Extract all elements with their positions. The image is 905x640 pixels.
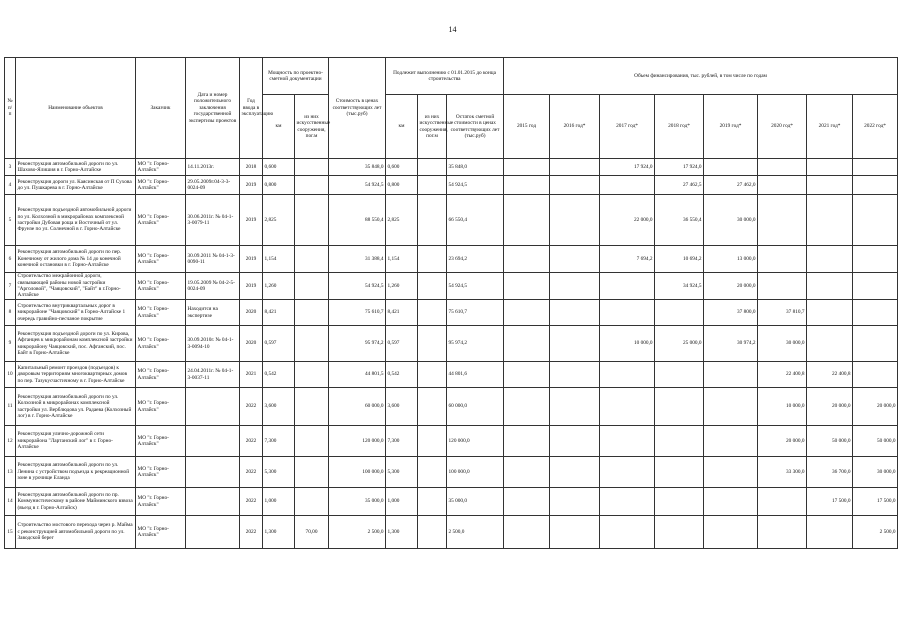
row-customer: МО "г. Горно-Алтайск" xyxy=(136,362,186,388)
row-funding-2020 xyxy=(758,246,807,273)
row-funding-2022 xyxy=(853,273,898,300)
table-row xyxy=(5,388,898,426)
row-km-remaining: 1,300 xyxy=(386,516,418,549)
header-capacity: Мощность по проектно-сметной документации xyxy=(263,58,329,95)
row-funding-2017: 22 000,0 xyxy=(600,195,655,246)
row-artificial xyxy=(295,159,329,176)
row-funding-2022 xyxy=(853,326,898,362)
row-date-number: 30.06.2011г. № 04-1-3-0079-11 xyxy=(186,195,240,246)
row-date-number xyxy=(186,388,240,426)
row-year: 2021 xyxy=(240,362,263,388)
header-artificial-2: из них искусственные сооружения, пог.м xyxy=(418,95,447,159)
row-artificial xyxy=(295,426,329,457)
table-row xyxy=(5,300,898,326)
row-km-remaining: 0,542 xyxy=(386,362,418,388)
row-km: 0,597 xyxy=(263,326,295,362)
row-funding-2017 xyxy=(600,516,655,549)
header-year-2018: 2018 год* xyxy=(655,95,704,159)
row-cost: 35 000,0 xyxy=(329,488,386,516)
row-artificial xyxy=(295,457,329,488)
row-artificial xyxy=(295,488,329,516)
row-funding-2016 xyxy=(550,176,600,195)
row-funding-2017 xyxy=(600,176,655,195)
row-remaining: 60 000,0 xyxy=(447,388,504,426)
row-artificial-remaining xyxy=(418,362,447,388)
row-funding-2017: 17 924,0 xyxy=(600,159,655,176)
row-customer: МО "г. Горно-Алтайск" xyxy=(136,426,186,457)
row-km: 7,300 xyxy=(263,426,295,457)
row-customer: МО "г. Горно-Алтайск" xyxy=(136,326,186,362)
row-funding-2017 xyxy=(600,457,655,488)
row-funding-2021: 36 700,0 xyxy=(807,457,853,488)
header-remaining: Остаток сметной стоимости в ценах соответствующих лет (тыс.руб) xyxy=(447,95,504,159)
row-funding-2018: 10 694,2 xyxy=(655,246,704,273)
header-artificial: из них искусственные сооружения, пог.м xyxy=(295,95,329,159)
row-funding-2018: 34 924,5 xyxy=(655,273,704,300)
row-number: 14 xyxy=(5,488,16,516)
row-remaining: 66 550,4 xyxy=(447,195,504,246)
row-cost: 100 000,0 xyxy=(329,457,386,488)
row-funding-2022 xyxy=(853,176,898,195)
row-funding-2020 xyxy=(758,273,807,300)
row-funding-2021 xyxy=(807,176,853,195)
row-funding-2016 xyxy=(550,488,600,516)
header-year-2022: 2022 год* xyxy=(853,95,898,159)
row-funding-2015 xyxy=(504,300,550,326)
row-object-name: Реконструкция автомобильной дороги по ул. Ленина с устройством подъезда к рекреационной зоне в урочище Еланда xyxy=(16,457,136,488)
header-year-2017: 2017 год* xyxy=(600,95,655,159)
row-cost: 95 974,2 xyxy=(329,326,386,362)
row-funding-2020: 22 400,8 xyxy=(758,362,807,388)
row-funding-2022 xyxy=(853,362,898,388)
row-artificial xyxy=(295,246,329,273)
row-funding-2015 xyxy=(504,246,550,273)
row-funding-2020 xyxy=(758,516,807,549)
row-year: 2019 xyxy=(240,176,263,195)
row-km: 1,260 xyxy=(263,273,295,300)
table-row xyxy=(5,362,898,388)
row-object-name: Строительство межрайонной дороги, связывающей районы новой застройки "Арголовой", "Чаяцовский", "Байт" в г.Горно-Алтайске xyxy=(16,273,136,300)
row-artificial xyxy=(295,273,329,300)
row-km-remaining: 0,800 xyxy=(386,176,418,195)
row-remaining: 100 000,0 xyxy=(447,457,504,488)
row-funding-2018 xyxy=(655,457,704,488)
row-number: 6 xyxy=(5,246,16,273)
row-remaining: 2 500,0 xyxy=(447,516,504,549)
row-funding-2015 xyxy=(504,176,550,195)
row-date-number: 29.05.2009г.04-3-3-0024-09 xyxy=(186,176,240,195)
row-funding-2015 xyxy=(504,388,550,426)
header-year-2015: 2015 год xyxy=(504,95,550,159)
row-remaining: 44 801,6 xyxy=(447,362,504,388)
row-artificial-remaining xyxy=(418,488,447,516)
row-km: 0,542 xyxy=(263,362,295,388)
row-funding-2021 xyxy=(807,273,853,300)
row-year: 2019 xyxy=(240,273,263,300)
table-row xyxy=(5,516,898,549)
row-funding-2022 xyxy=(853,246,898,273)
row-customer: МО "г. Горно-Алтайск" xyxy=(136,246,186,273)
row-funding-2015 xyxy=(504,362,550,388)
row-km-remaining: 3,600 xyxy=(386,388,418,426)
table-body xyxy=(5,159,898,549)
row-funding-2020: 10 000,0 xyxy=(758,388,807,426)
row-remaining: 75 610,7 xyxy=(447,300,504,326)
row-year: 2019 xyxy=(240,195,263,246)
row-date-number: 24.04.2011г. № 04-1-3-0037-11 xyxy=(186,362,240,388)
row-number: 12 xyxy=(5,426,16,457)
row-cost: 120 000,0 xyxy=(329,426,386,457)
row-funding-2022: 2 500,0 xyxy=(853,516,898,549)
row-cost: 60 000,0 xyxy=(329,388,386,426)
row-funding-2019: 30 000,0 xyxy=(704,195,758,246)
table-row xyxy=(5,457,898,488)
row-artificial-remaining xyxy=(418,388,447,426)
row-cost: 2 500,0 xyxy=(329,516,386,549)
row-year: 2022 xyxy=(240,488,263,516)
row-km: 0,800 xyxy=(263,176,295,195)
header-year-2016: 2016 год* xyxy=(550,95,600,159)
header-date-number: Дата и номер положительного заключения государственной экспертизы проектов xyxy=(186,58,240,159)
row-funding-2015 xyxy=(504,488,550,516)
row-funding-2016 xyxy=(550,516,600,549)
row-artificial xyxy=(295,176,329,195)
row-funding-2016 xyxy=(550,426,600,457)
row-funding-2018 xyxy=(655,488,704,516)
row-funding-2020 xyxy=(758,176,807,195)
row-funding-2015 xyxy=(504,516,550,549)
row-funding-2017 xyxy=(600,388,655,426)
row-funding-2016 xyxy=(550,300,600,326)
row-year: 2022 xyxy=(240,457,263,488)
row-km-remaining: 0,597 xyxy=(386,326,418,362)
row-funding-2022: 20 000,0 xyxy=(853,388,898,426)
row-funding-2022: 17 500,0 xyxy=(853,488,898,516)
row-customer: МО "г. Горно-Алтайск" xyxy=(136,457,186,488)
row-km-remaining: 2,825 xyxy=(386,195,418,246)
table-row xyxy=(5,488,898,516)
row-funding-2017 xyxy=(600,273,655,300)
row-object-name: Реконструкция автомобильной дороги по ул. Шахово-Ялишия в г. Горно-Алтайске xyxy=(16,159,136,176)
row-funding-2018 xyxy=(655,388,704,426)
header-year-2020: 2020 год* xyxy=(758,95,807,159)
row-artificial xyxy=(295,326,329,362)
row-customer: МО "г. Горно-Алтайск" xyxy=(136,388,186,426)
header-km-2: км xyxy=(386,95,418,159)
header-year: Год ввода в эксплуатацию xyxy=(240,58,263,159)
row-artificial-remaining xyxy=(418,195,447,246)
row-funding-2016 xyxy=(550,457,600,488)
row-artificial: 70,00 xyxy=(295,516,329,549)
row-km-remaining: 1,154 xyxy=(386,246,418,273)
row-number: 5 xyxy=(5,195,16,246)
row-funding-2020: 33 300,0 xyxy=(758,457,807,488)
row-object-name: Реконструкция автомобильной дороги по пер. Конечному от жилого дома № 14 до конечной конечной остановки в г. Горно-Алтайске xyxy=(16,246,136,273)
row-km-remaining: 7,300 xyxy=(386,426,418,457)
row-funding-2021: 50 000,0 xyxy=(807,426,853,457)
header-year-2019: 2019 год* xyxy=(704,95,758,159)
row-funding-2020 xyxy=(758,488,807,516)
row-cost: 54 924,5 xyxy=(329,273,386,300)
row-customer: МО "г. Горно-Алтайск" xyxy=(136,300,186,326)
row-artificial-remaining xyxy=(418,273,447,300)
row-funding-2019: 20 000,0 xyxy=(704,273,758,300)
table-row xyxy=(5,195,898,246)
row-funding-2019 xyxy=(704,388,758,426)
row-funding-2019: 37 800,0 xyxy=(704,300,758,326)
row-date-number xyxy=(186,516,240,549)
table-row xyxy=(5,246,898,273)
row-artificial-remaining xyxy=(418,300,447,326)
row-artificial-remaining xyxy=(418,426,447,457)
row-funding-2021 xyxy=(807,195,853,246)
row-funding-2018: 25 000,0 xyxy=(655,326,704,362)
header-km: км xyxy=(263,95,295,159)
row-funding-2021: 20 000,0 xyxy=(807,388,853,426)
header-num: № п/п xyxy=(5,58,16,159)
row-year: 2022 xyxy=(240,516,263,549)
row-km-remaining: 8,421 xyxy=(386,300,418,326)
row-number: 7 xyxy=(5,273,16,300)
row-artificial xyxy=(295,362,329,388)
row-year: 2018 xyxy=(240,159,263,176)
row-funding-2017 xyxy=(600,488,655,516)
table-row xyxy=(5,176,898,195)
row-funding-2018: 36 550,4 xyxy=(655,195,704,246)
row-funding-2016 xyxy=(550,362,600,388)
header-cost: Стоимость в ценах соответствующих лет (тыс.руб) xyxy=(329,58,386,159)
row-funding-2020: 30 000,0 xyxy=(758,326,807,362)
row-cost: 31 388,4 xyxy=(329,246,386,273)
row-funding-2017 xyxy=(600,426,655,457)
row-number: 8 xyxy=(5,300,16,326)
table-row xyxy=(5,326,898,362)
row-object-name: Капитальный ремонт проездов (подъездов) к дворовым территориям многоквартирных домов по пер. Тазукусчастичному в г. Горно-Алтайске xyxy=(16,362,136,388)
row-cost: 75 610,7 xyxy=(329,300,386,326)
row-funding-2017 xyxy=(600,300,655,326)
row-artificial-remaining xyxy=(418,326,447,362)
table-row xyxy=(5,273,898,300)
row-object-name: Реконструкция автомобильной дороги по пр. Коммунистическому в районе Майминского взвоза (въезд в г. Горно-Алтайск) xyxy=(16,488,136,516)
row-date-number: 30.09.2011 № 04-1-3-0090-11 xyxy=(186,246,240,273)
row-object-name: Строительство внутриквартальных дорог в микрорайоне "Чаяцовский" в Горно-Алтайске 1 очередь гравийно-песчаное покрытие xyxy=(16,300,136,326)
row-remaining: 54 924,5 xyxy=(447,273,504,300)
row-number: 10 xyxy=(5,362,16,388)
row-funding-2017 xyxy=(600,362,655,388)
row-km: 1,300 xyxy=(263,516,295,549)
row-funding-2020 xyxy=(758,159,807,176)
row-funding-2019 xyxy=(704,159,758,176)
row-year: 2022 xyxy=(240,426,263,457)
row-cost: 44 801,5 xyxy=(329,362,386,388)
row-funding-2019: 27 462,0 xyxy=(704,176,758,195)
row-cost: 35 848,0 xyxy=(329,159,386,176)
row-remaining: 120 000,0 xyxy=(447,426,504,457)
row-customer: МО "г. Горно-Алтайск" xyxy=(136,195,186,246)
row-km-remaining: 0,600 xyxy=(386,159,418,176)
row-funding-2019 xyxy=(704,457,758,488)
row-number: 15 xyxy=(5,516,16,549)
row-funding-2017: 10 000,0 xyxy=(600,326,655,362)
row-date-number: 19.05.2009 № 04-2-5-0024-09 xyxy=(186,273,240,300)
row-funding-2019 xyxy=(704,516,758,549)
row-funding-2016 xyxy=(550,195,600,246)
row-funding-2015 xyxy=(504,426,550,457)
table-row xyxy=(5,426,898,457)
header-customer: Заказчик xyxy=(136,58,186,159)
row-funding-2016 xyxy=(550,246,600,273)
row-date-number: Находится на экспертизе xyxy=(186,300,240,326)
row-funding-2015 xyxy=(504,159,550,176)
row-customer: МО "г. Горно-Алтайск" xyxy=(136,176,186,195)
row-funding-2022: 30 000,0 xyxy=(853,457,898,488)
header-year-2021: 2021 год* xyxy=(807,95,853,159)
row-funding-2022 xyxy=(853,300,898,326)
row-km-remaining: 5,300 xyxy=(386,457,418,488)
row-remaining: 35 848,0 xyxy=(447,159,504,176)
row-artificial-remaining xyxy=(418,176,447,195)
row-customer: МО "г. Горно-Алтайск" xyxy=(136,516,186,549)
page-number: 14 xyxy=(448,25,457,34)
row-funding-2019: 13 000,0 xyxy=(704,246,758,273)
row-funding-2016 xyxy=(550,326,600,362)
row-date-number xyxy=(186,457,240,488)
row-number: 9 xyxy=(5,326,16,362)
row-cost: 88 550,4 xyxy=(329,195,386,246)
row-artificial-remaining xyxy=(418,516,447,549)
row-km: 1,154 xyxy=(263,246,295,273)
row-number: 11 xyxy=(5,388,16,426)
row-funding-2018: 27 462,5 xyxy=(655,176,704,195)
row-funding-2022 xyxy=(853,195,898,246)
row-number: 4 xyxy=(5,176,16,195)
row-remaining: 54 924,5 xyxy=(447,176,504,195)
row-funding-2020: 20 000,0 xyxy=(758,426,807,457)
row-object-name: Реконструкция дороги ул. Каясинская от П Сухова до ул. Пушкарева в г. Горно-Алтайске xyxy=(16,176,136,195)
table-row xyxy=(5,159,898,176)
row-remaining: 35 000,0 xyxy=(447,488,504,516)
row-artificial xyxy=(295,195,329,246)
row-object-name: Реконструкция подъездной дороги по ул. Кирова, Афганцев к микрорайонам комплексной застройки микрорайону Чаяцовский, пос. Афганский, пос. Байт в Горно-Алтайске xyxy=(16,326,136,362)
row-year: 2022 xyxy=(240,388,263,426)
row-funding-2015 xyxy=(504,326,550,362)
row-year: 2020 xyxy=(240,300,263,326)
row-funding-2021: 17 500,0 xyxy=(807,488,853,516)
row-funding-2021 xyxy=(807,300,853,326)
row-funding-2015 xyxy=(504,457,550,488)
row-funding-2021 xyxy=(807,159,853,176)
row-km-remaining: 1,000 xyxy=(386,488,418,516)
row-funding-2022 xyxy=(853,159,898,176)
row-funding-2018 xyxy=(655,426,704,457)
row-artificial-remaining xyxy=(418,246,447,273)
row-year: 2020 xyxy=(240,326,263,362)
row-remaining: 95 974,2 xyxy=(447,326,504,362)
row-funding-2016 xyxy=(550,159,600,176)
row-km: 1,000 xyxy=(263,488,295,516)
row-object-name: Реконструкция автомобильной дороги по ул. Колхозной в микрорайонах комплексной застройки ул. Верблюдова ул. Радаева (Колхозный лог) в г. Горно-Алтайске xyxy=(16,388,136,426)
row-funding-2021 xyxy=(807,516,853,549)
row-number: 3 xyxy=(5,159,16,176)
row-funding-2016 xyxy=(550,388,600,426)
row-km-remaining: 1,260 xyxy=(386,273,418,300)
row-artificial-remaining xyxy=(418,457,447,488)
row-remaining: 23 694,2 xyxy=(447,246,504,273)
row-object-name: Реконструкция улично-дорожной сети микрорайона "Лартанский лог" в г. Горно-Алтайске xyxy=(16,426,136,457)
row-funding-2015 xyxy=(504,273,550,300)
row-artificial xyxy=(295,300,329,326)
row-cost: 54 924,5 xyxy=(329,176,386,195)
row-funding-2021: 22 400,8 xyxy=(807,362,853,388)
row-date-number: 30.09.2010г. № 04-1-3-0094-10 xyxy=(186,326,240,362)
header-done: Подлежит выполнению с 01.01.2015 до конца строительства xyxy=(386,58,504,95)
row-number: 13 xyxy=(5,457,16,488)
header-object-name: Наименование объектов xyxy=(16,58,136,159)
row-funding-2019 xyxy=(704,488,758,516)
row-customer: МО "г. Горно-Алтайск" xyxy=(136,159,186,176)
row-object-name: Строительство мостового перехода через р. Майма с реконструкцией автомобильной дороги по ул. Заводской берег xyxy=(16,516,136,549)
row-funding-2020 xyxy=(758,195,807,246)
row-funding-2017: 7 694,2 xyxy=(600,246,655,273)
row-date-number xyxy=(186,426,240,457)
row-artificial xyxy=(295,388,329,426)
row-funding-2020: 37 810,7 xyxy=(758,300,807,326)
row-funding-2022: 50 000,0 xyxy=(853,426,898,457)
row-date-number: 14.11.2013г. xyxy=(186,159,240,176)
row-funding-2015 xyxy=(504,195,550,246)
row-date-number xyxy=(186,488,240,516)
row-km: 5,300 xyxy=(263,457,295,488)
row-km: 0,600 xyxy=(263,159,295,176)
row-funding-2019 xyxy=(704,362,758,388)
row-customer: МО "г. Горно-Алтайск" xyxy=(136,488,186,516)
row-funding-2018: 17 924,0 xyxy=(655,159,704,176)
row-funding-2018 xyxy=(655,300,704,326)
row-funding-2021 xyxy=(807,246,853,273)
row-funding-2018 xyxy=(655,362,704,388)
row-km: 3,600 xyxy=(263,388,295,426)
row-customer: МО "г. Горно-Алтайск" xyxy=(136,273,186,300)
row-funding-2019: 30 974,2 xyxy=(704,326,758,362)
row-funding-2018 xyxy=(655,516,704,549)
row-year: 2019 xyxy=(240,246,263,273)
row-funding-2019 xyxy=(704,426,758,457)
row-km: 2,825 xyxy=(263,195,295,246)
investment-table xyxy=(4,57,898,549)
row-object-name: Реконструкция подъездной автомобильной дороги по ул. Колхозной в микрорайонах комплексной застройки Дубовая роща и Восточный от ул. Фрунзе по ул. Солнечной в г. Горно-Алтайске xyxy=(16,195,136,246)
row-km: 8,421 xyxy=(263,300,295,326)
row-funding-2021 xyxy=(807,326,853,362)
row-funding-2016 xyxy=(550,273,600,300)
row-artificial-remaining xyxy=(418,159,447,176)
header-funding: Объем финансирования, тыс. рублей, в том числе по годам xyxy=(504,58,898,95)
